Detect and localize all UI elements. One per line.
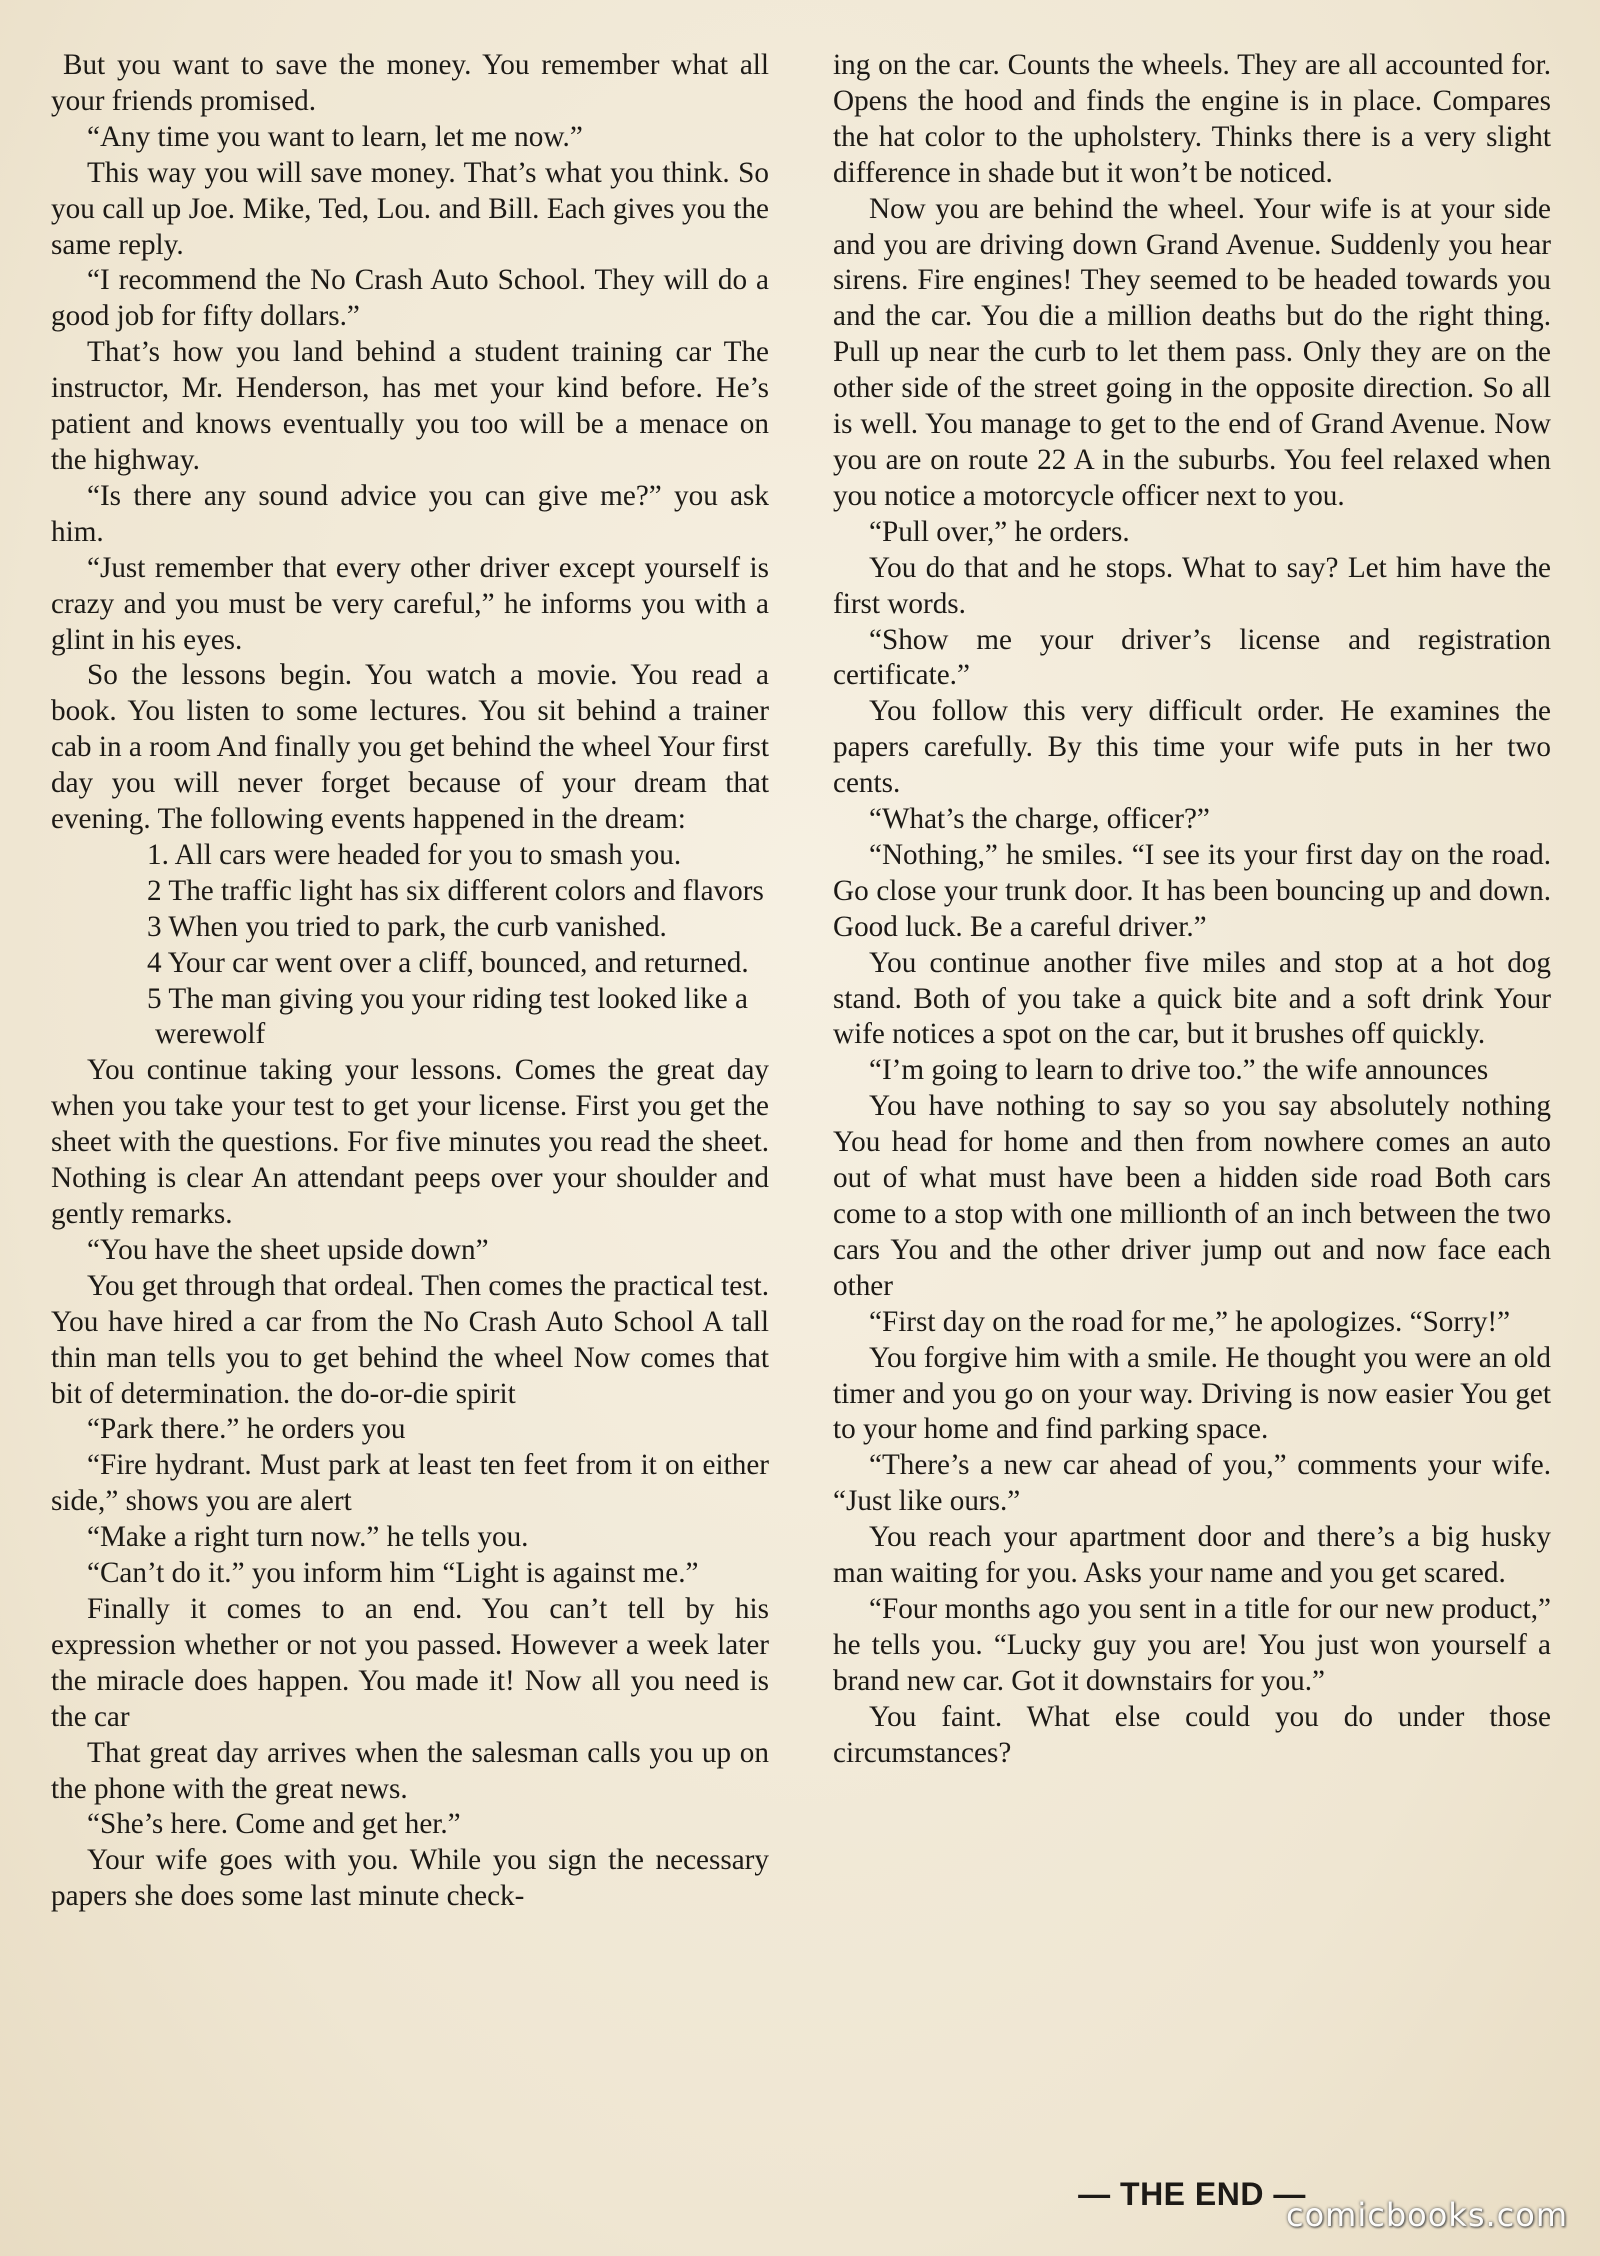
paragraph: “Pull over,” he orders.: [869, 515, 1130, 548]
site-watermark: comicbooks.com: [1285, 2196, 1568, 2234]
paragraph: You reach your apartment door and there’s a big husky man waiting for you. Asks your name and you get scared.: [833, 1521, 1551, 1590]
paragraph: But you want to save the money. You remember what all your friends promised.: [51, 49, 769, 117]
paragraph: You faint. What else could you do under those circumstances?: [833, 1700, 1551, 1769]
paragraph: “Any time you want to learn, let me now.”: [87, 120, 583, 153]
paragraph: “Show me your driver’s license and registration certificate.”: [833, 623, 1551, 692]
paragraph: You continue another five miles and stop at a hot dog stand. Both of you take a quick bite and a soft drink Your wife notices a spot on the car, but it brushes off quickly.: [833, 946, 1551, 1051]
paragraph: “Fire hydrant. Must park at least ten feet from it on either side,” shows you are alert: [51, 1449, 769, 1518]
paragraph: “Four months ago you sent in a title for our new product,” he tells you. “Lucky guy you are! You just won yourself a brand new car. Got it downstairs for you.”: [833, 1592, 1551, 1697]
paragraph: You get through that ordeal. Then comes the practical test. You have hired a car from the No Crash Auto School A tall thin man tells you to get behind the wheel Now comes that bit of determination. the do-or-die spirit: [51, 1269, 769, 1410]
paragraph: This way you will save money. That’s what you think. So you call up Joe. Mike, Ted, Lou. and Bill. Each gives you the same reply.: [51, 156, 769, 261]
paragraph: “There’s a new car ahead of you,” comments your wife. “Just like ours.”: [833, 1449, 1551, 1518]
right-column: [833, 48, 1551, 1772]
the-end-mark: — THE END —: [1078, 2176, 1306, 2212]
paragraph: “Can’t do it.” you inform him “Light is against me.”: [87, 1557, 699, 1590]
paragraph: ing on the car. Counts the wheels. They are all accounted for. Opens the hood and finds the engine is in place. Compares the hat color to the upholstery. Thinks there is a very slight difference in shade but it won’t be noticed.: [833, 49, 1551, 189]
paragraph: “Just remember that every other driver except yourself is crazy and you must be very careful,” he informs you with a glint in his eyes.: [51, 551, 769, 656]
paragraph: You continue taking your lessons. Comes the great day when you take your test to get your license. First you get the sheet with the questions. For five minutes you read the sheet. Nothing is clear An attendant peeps over your shoulder and gently remarks.: [51, 1054, 769, 1230]
paragraph: You have nothing to say so you say absolutely nothing You head for home and then from nowhere comes an auto out of what must have been a hidden side road Both cars come to a stop with one millionth of an inch between the two cars You and the other driver jump out and now face each other: [833, 1090, 1551, 1302]
dream-list-item: 5 The man giving you your riding test looked like a werewolf: [147, 982, 748, 1051]
dream-list-item: 2 The traffic light has six different colors and flavors: [147, 874, 764, 907]
paragraph: “First day on the road for me,” he apologizes. “Sorry!”: [869, 1305, 1511, 1338]
paragraph: “I’m going to learn to drive too.” the wife announces: [869, 1054, 1489, 1087]
paragraph: “Make a right turn now.” he tells you.: [87, 1521, 529, 1554]
paragraph: “She’s here. Come and get her.”: [87, 1808, 461, 1841]
paragraph: “What’s the charge, officer?”: [869, 803, 1210, 836]
dream-list-item: 4 Your car went over a cliff, bounced, and returned.: [147, 946, 749, 979]
paragraph: “Park there.” he orders you: [87, 1413, 406, 1446]
paragraph: So the lessons begin. You watch a movie. You read a book. You listen to some lectures. You sit behind a trainer cab in a room And finally you get behind the wheel Your first day you will never forget because of your dream that evening. The following events happened in the dream:: [51, 659, 769, 836]
paragraph: You forgive him with a smile. He thought you were an old timer and you go on your way. Driving is now easier You get to your home and find parking space.: [833, 1341, 1551, 1446]
paragraph: “Nothing,” he smiles. “I see its your first day on the road. Go close your trunk door. It has been bouncing up and down. Good luck. Be a careful driver.”: [833, 838, 1551, 943]
paragraph: “Is there any sound advice you can give me?” you ask him.: [51, 479, 769, 548]
paragraph: That’s how you land behind a student training car The instructor, Mr. Henderson, has met your kind before. He’s patient and knows eventually you too will be a menace on the highway.: [51, 336, 769, 476]
paragraph: Now you are behind the wheel. Your wife is at your side and you are driving down Grand Avenue. Suddenly you hear sirens. Fire engines! They seemed to be headed towards you and the car. You die a million deaths but do the right thing. Pull up near the curb to let them pass. Only they are on the other side of the street going in the opposite direction. So all is well. You manage to get to the end of Grand Avenue. Now you are on route 22 A in the suburbs. You feel relaxed when you notice a motorcycle officer next to you.: [833, 192, 1551, 512]
paragraph: “You have the sheet upside down”: [87, 1233, 489, 1266]
paragraph: You do that and he stops. What to say? Let him have the first words.: [833, 551, 1551, 620]
dream-list-item: 3 When you tried to park, the curb vanished.: [147, 910, 667, 943]
paragraph: Finally it comes to an end. You can’t tell by his expression whether or not you passed. However a week later the miracle does happen. You made it! Now all you need is the car: [51, 1592, 769, 1733]
paragraph: That great day arrives when the salesman calls you up on the phone with the great news.: [51, 1736, 769, 1805]
paragraph: Your wife goes with you. While you sign the necessary papers she does some last minute check-: [51, 1844, 769, 1913]
paragraph: “I recommend the No Crash Auto School. They will do a good job for fifty dollars.”: [51, 264, 769, 333]
left-column: [51, 48, 769, 1915]
dream-list-item: 1. All cars were headed for you to smash you.: [147, 838, 682, 871]
paragraph: You follow this very difficult order. He examines the papers carefully. By this time your wife puts in her two cents.: [833, 695, 1551, 800]
